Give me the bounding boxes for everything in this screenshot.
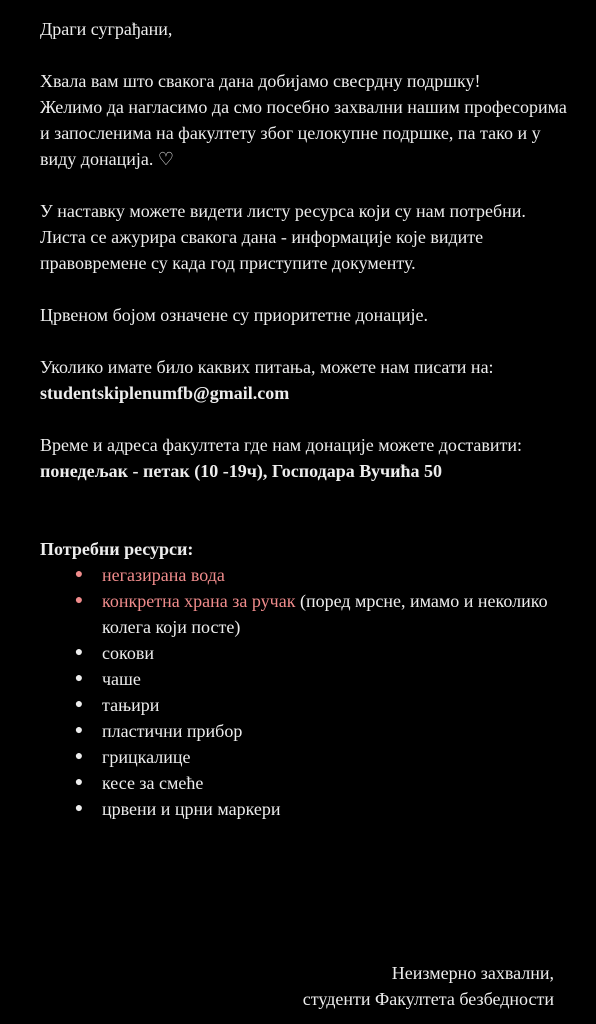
bullet-icon: ● (74, 593, 84, 608)
resource-label: пластични прибор (102, 721, 243, 741)
priority-note: Црвеном бојом означене су приоритетне донације. (40, 305, 428, 325)
bullet-icon: ● (74, 645, 84, 660)
resource-item (40, 562, 576, 588)
spacer (40, 42, 576, 68)
contact-text: Уколико имате било каквих питања, можете нам писати на: (40, 357, 494, 377)
resource-item (40, 640, 576, 666)
list-intro: У наставку можете видети листу ресурса који су нам потребни. (40, 201, 526, 221)
bullet-icon: ● (74, 749, 84, 764)
contact-paragraph (40, 354, 576, 406)
document-body (40, 16, 576, 822)
spacer (40, 172, 576, 198)
resource-note: (поред мрсне, имамо и неколико колега који посте) (102, 591, 548, 637)
bullet-icon: ● (74, 567, 84, 582)
resource-item (40, 744, 576, 770)
bullet-icon: ● (74, 723, 84, 738)
contact-email: studentskiplenumfb@gmail.com (40, 383, 290, 403)
closing-line: Неизмерно захвални, (391, 963, 554, 983)
resource-label: негазирана вода (102, 565, 225, 585)
resource-item (40, 796, 576, 822)
resources-list (40, 562, 576, 822)
resource-item (40, 666, 576, 692)
resource-label: црвени и црни маркери (102, 799, 281, 819)
delivery-text: Време и адреса факултета где нам донације можете доставити: (40, 435, 523, 455)
resource-item (40, 692, 576, 718)
signature-line: студенти Факултета безбедности (302, 989, 554, 1009)
resource-item (40, 770, 576, 796)
spacer (40, 328, 576, 354)
spacer (40, 484, 576, 536)
intro-thanks: Хвала вам што свакога дана добијамо свесрдну подршку! (40, 71, 481, 91)
resource-item (40, 588, 576, 640)
resource-label: грицкалице (102, 747, 191, 767)
delivery-paragraph (40, 432, 576, 484)
resource-item (40, 718, 576, 744)
bullet-icon: ● (74, 801, 84, 816)
spacer (40, 276, 576, 302)
resource-label: тањири (102, 695, 160, 715)
closing-signature (303, 960, 554, 1012)
intro-gratitude: Желимо да нагласимо да смо посебно захвални нашим професорима и запосленима на факултету због целокупне подршке, па тако и у виду донација. ♡ (40, 97, 567, 169)
spacer (40, 406, 576, 432)
resource-label: конкретна храна за ручак (102, 591, 296, 611)
resources-heading: Потребни ресурси: (40, 539, 194, 559)
bullet-icon: ● (74, 775, 84, 790)
delivery-details: понедељак - петак (10 -19ч), Господара Вучића 50 (40, 461, 443, 481)
list-update-info: Листа се ажурира свакога дана - информације које видите правовремене су када год приступите документу. (40, 227, 484, 273)
bullet-icon: ● (74, 697, 84, 712)
greeting: Драги суграђани, (40, 19, 173, 39)
bullet-icon: ● (74, 671, 84, 686)
resource-label: чаше (102, 669, 141, 689)
resource-label: сокови (102, 643, 154, 663)
resource-label: кесе за смеће (102, 773, 204, 793)
